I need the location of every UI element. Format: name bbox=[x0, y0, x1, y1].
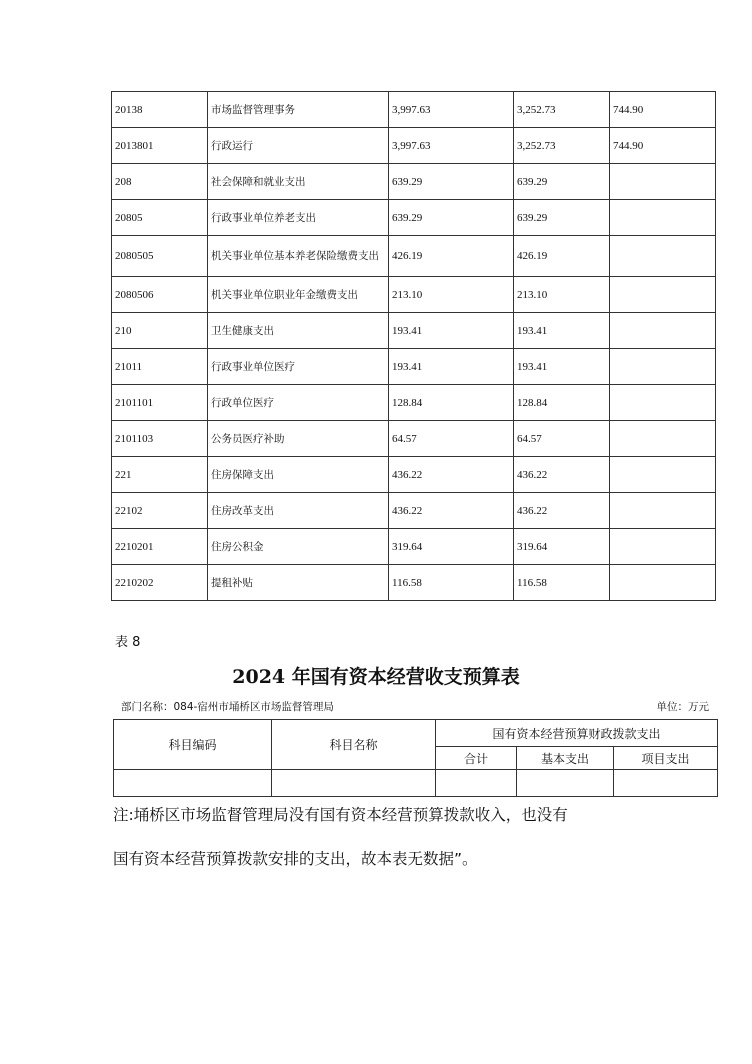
unit-label: 单位：万元 bbox=[656, 701, 709, 713]
project-expenditure-cell bbox=[610, 236, 716, 277]
subject-name-cell: 行政单位医疗 bbox=[208, 385, 389, 421]
basic-expenditure-cell: 3,252.73 bbox=[514, 128, 610, 164]
subject-code-cell: 2210201 bbox=[112, 529, 208, 565]
subject-code-cell: 2101101 bbox=[112, 385, 208, 421]
table-row bbox=[112, 493, 716, 529]
state-capital-budget-table bbox=[113, 719, 718, 797]
basic-expenditure-cell: 639.29 bbox=[514, 164, 610, 200]
budget-expenditure-table bbox=[111, 91, 716, 601]
table-row bbox=[112, 565, 716, 601]
project-expenditure-cell bbox=[610, 421, 716, 457]
table-row bbox=[112, 200, 716, 236]
basic-expenditure-cell: 436.22 bbox=[514, 493, 610, 529]
basic-expenditure-cell: 128.84 bbox=[514, 385, 610, 421]
total-cell: 319.64 bbox=[389, 529, 514, 565]
subject-name-cell: 行政事业单位医疗 bbox=[208, 349, 389, 385]
subject-code-cell: 22102 bbox=[112, 493, 208, 529]
subject-code-cell: 2210202 bbox=[112, 565, 208, 601]
page-title: 2024 年国有资本经营收支预算表 bbox=[232, 666, 520, 688]
project-expenditure-cell: 744.90 bbox=[610, 92, 716, 128]
total-cell: 426.19 bbox=[389, 236, 514, 277]
basic-expenditure-cell: 116.58 bbox=[514, 565, 610, 601]
empty-cell bbox=[517, 770, 614, 797]
subject-code-cell: 2080505 bbox=[112, 236, 208, 277]
basic-expenditure-cell: 436.22 bbox=[514, 457, 610, 493]
project-expenditure-cell bbox=[610, 277, 716, 313]
empty-cell bbox=[114, 770, 272, 797]
subject-code-cell: 2080506 bbox=[112, 277, 208, 313]
subject-name-cell: 住房改革支出 bbox=[208, 493, 389, 529]
header-total: 合计 bbox=[436, 747, 517, 770]
subject-name-cell: 机关事业单位基本养老保险缴费支出 bbox=[208, 236, 389, 277]
subject-name-cell: 公务员医疗补助 bbox=[208, 421, 389, 457]
table-row bbox=[112, 385, 716, 421]
basic-expenditure-cell: 193.41 bbox=[514, 313, 610, 349]
project-expenditure-cell bbox=[610, 385, 716, 421]
subject-name-cell: 卫生健康支出 bbox=[208, 313, 389, 349]
subject-code-cell: 2013801 bbox=[112, 128, 208, 164]
table-row bbox=[112, 421, 716, 457]
total-cell: 436.22 bbox=[389, 457, 514, 493]
note-line-1: 注:埇桥区市场监督管理局没有国有资本经营预算拨款收入，也没有 bbox=[113, 806, 568, 824]
project-expenditure-cell bbox=[610, 164, 716, 200]
table-row bbox=[112, 349, 716, 385]
empty-data-row bbox=[114, 770, 718, 797]
total-cell: 64.57 bbox=[389, 421, 514, 457]
subject-code-cell: 221 bbox=[112, 457, 208, 493]
total-cell: 193.41 bbox=[389, 313, 514, 349]
total-cell: 128.84 bbox=[389, 385, 514, 421]
header-subject-code: 科目编码 bbox=[114, 720, 272, 770]
subject-name-cell: 行政事业单位养老支出 bbox=[208, 200, 389, 236]
subject-name-cell: 社会保障和就业支出 bbox=[208, 164, 389, 200]
empty-cell bbox=[272, 770, 436, 797]
empty-cell bbox=[614, 770, 718, 797]
table-row bbox=[112, 236, 716, 277]
table-row bbox=[112, 128, 716, 164]
subject-code-cell: 21011 bbox=[112, 349, 208, 385]
basic-expenditure-cell: 193.41 bbox=[514, 349, 610, 385]
budget-table-body bbox=[112, 92, 716, 601]
basic-expenditure-cell: 639.29 bbox=[514, 200, 610, 236]
header-basic-expenditure: 基本支出 bbox=[517, 747, 614, 770]
basic-expenditure-cell: 3,252.73 bbox=[514, 92, 610, 128]
subject-code-cell: 20805 bbox=[112, 200, 208, 236]
total-cell: 3,997.63 bbox=[389, 92, 514, 128]
table-row bbox=[112, 277, 716, 313]
project-expenditure-cell bbox=[610, 349, 716, 385]
subject-code-cell: 210 bbox=[112, 313, 208, 349]
empty-cell bbox=[436, 770, 517, 797]
subject-name-cell: 住房公积金 bbox=[208, 529, 389, 565]
note-line-2: 国有资本经营预算拨款安排的支出，故本表无数据”。 bbox=[113, 850, 478, 868]
total-cell: 639.29 bbox=[389, 200, 514, 236]
table-number-label: 表 8 bbox=[115, 635, 141, 650]
total-cell: 436.22 bbox=[389, 493, 514, 529]
project-expenditure-cell bbox=[610, 493, 716, 529]
project-expenditure-cell: 744.90 bbox=[610, 128, 716, 164]
subject-code-cell: 2101103 bbox=[112, 421, 208, 457]
subject-name-cell: 提租补贴 bbox=[208, 565, 389, 601]
department-label: 部门名称：084-宿州市埇桥区市场监督管理局 bbox=[121, 701, 334, 713]
basic-expenditure-cell: 64.57 bbox=[514, 421, 610, 457]
table-row bbox=[112, 529, 716, 565]
basic-expenditure-cell: 319.64 bbox=[514, 529, 610, 565]
basic-expenditure-cell: 426.19 bbox=[514, 236, 610, 277]
subject-name-cell: 行政运行 bbox=[208, 128, 389, 164]
total-cell: 639.29 bbox=[389, 164, 514, 200]
project-expenditure-cell bbox=[610, 313, 716, 349]
subject-name-cell: 机关事业单位职业年金缴费支出 bbox=[208, 277, 389, 313]
project-expenditure-cell bbox=[610, 529, 716, 565]
table-row bbox=[112, 92, 716, 128]
basic-expenditure-cell: 213.10 bbox=[514, 277, 610, 313]
project-expenditure-cell bbox=[610, 200, 716, 236]
table-row bbox=[112, 313, 716, 349]
subject-name-cell: 市场监督管理事务 bbox=[208, 92, 389, 128]
subject-code-cell: 208 bbox=[112, 164, 208, 200]
project-expenditure-cell bbox=[610, 457, 716, 493]
table-row bbox=[112, 457, 716, 493]
total-cell: 193.41 bbox=[389, 349, 514, 385]
total-cell: 213.10 bbox=[389, 277, 514, 313]
total-cell: 3,997.63 bbox=[389, 128, 514, 164]
table-row bbox=[112, 164, 716, 200]
header-fiscal-appropriation: 国有资本经营预算财政拨款支出 bbox=[436, 720, 718, 747]
total-cell: 116.58 bbox=[389, 565, 514, 601]
header-subject-name: 科目名称 bbox=[272, 720, 436, 770]
header-project-expenditure: 项目支出 bbox=[614, 747, 718, 770]
subject-code-cell: 20138 bbox=[112, 92, 208, 128]
project-expenditure-cell bbox=[610, 565, 716, 601]
subject-name-cell: 住房保障支出 bbox=[208, 457, 389, 493]
